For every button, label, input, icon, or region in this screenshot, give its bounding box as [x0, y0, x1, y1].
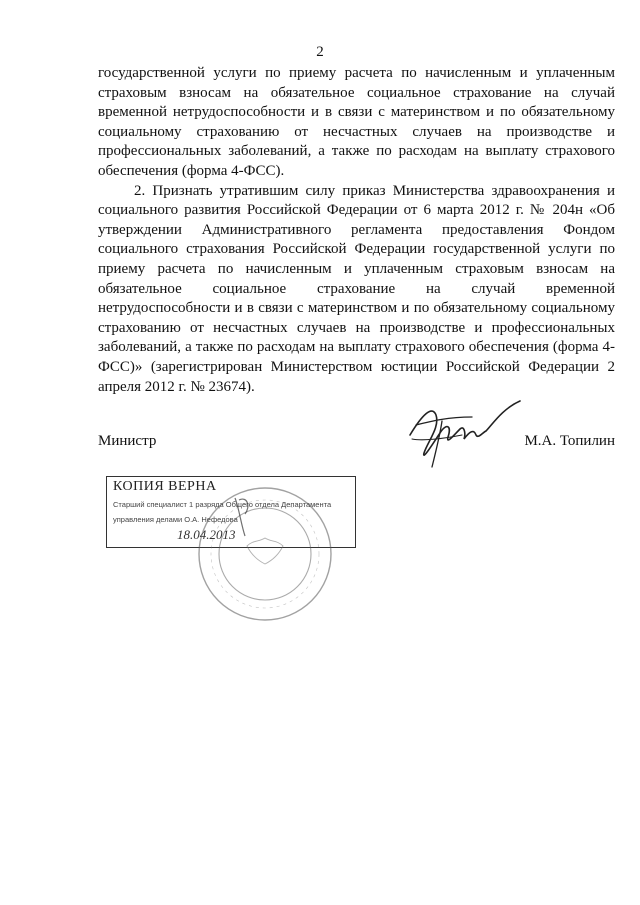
paragraph-continuation: государственной услуги по приему расчета по начисленным и уплаченным страховым взносам на обязательное социальное страхование на случай временной нетрудоспособности и в связи с материнством и по обязательному социальному страхованию от несчастных случаев на производстве и профессиональных заболеваний, а также по расходам на выплату страхового обеспечения (форма 4-ФСС).: [98, 65, 615, 179]
handwritten-signature: [402, 395, 532, 475]
stamp-position-line: Старший специалист 1 разряда Общего отдела Департамента: [113, 500, 332, 509]
signatory-name: М.А. Топилин: [524, 433, 615, 449]
paragraph-item-2: 2. Признать утратившим силу приказ Министерства здравоохранения и социального развития Российской Федерации от 6 марта 2012 г. № 204н «Об утверждении Административного регламента предоставления Фондом социального страхования Российской Федерации государственной услуги по приему расчета по начисленным и уплаченным страховым взносам на обязательное социальное страхование на случай временной нетрудоспособности и в связи с материнством и по обязательному социальному страхованию от несчастных случаев на производстве и профессиональных заболеваний, а также по расходам на выплату страхового обеспечения (форма 4-ФСС)» (зарегистрирован Министерством юстиции Российской Федерации 2 апреля 2012 г. № 23674).: [98, 182, 615, 395]
round-seal: [195, 484, 335, 624]
signature-block: [98, 433, 615, 455]
stamp-date: 18.04.2013: [177, 527, 236, 542]
stamp-header: КОПИЯ ВЕРНА: [113, 479, 217, 494]
page-number: 2: [316, 44, 324, 60]
stamp-name-line: управления делами О.А. Нефедова: [113, 515, 238, 524]
signatory-title: Министр: [98, 433, 157, 449]
document-body: [98, 64, 615, 397]
